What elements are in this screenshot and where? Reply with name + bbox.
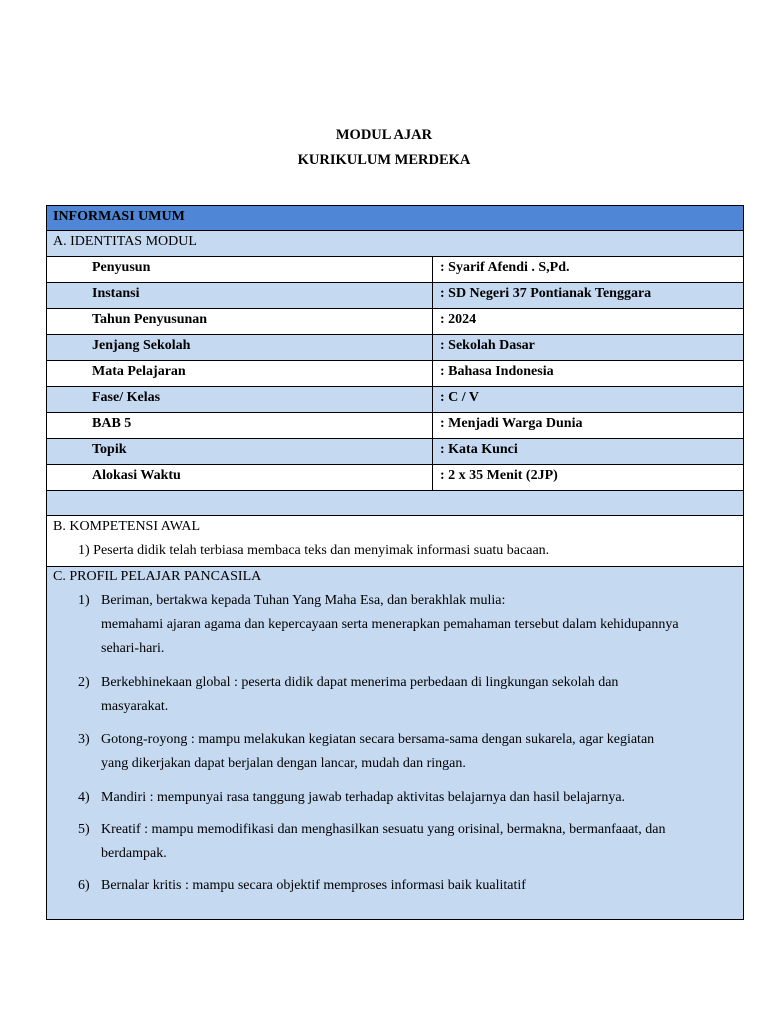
kompetensi-text: 1) Peserta didik telah terbiasa membaca teks dan menyimak informasi suatu bacaan. bbox=[78, 543, 550, 558]
identitas-value: : Kata Kunci bbox=[440, 442, 518, 457]
identitas-value: : Bahasa Indonesia bbox=[440, 364, 554, 379]
kompetensi-section bbox=[47, 516, 743, 567]
identitas-row bbox=[47, 309, 743, 335]
identitas-row bbox=[47, 439, 743, 465]
identitas-row bbox=[47, 335, 743, 361]
list-line: yang dikerjakan dapat berjalan dengan lancar, mudah dan ringan. bbox=[101, 756, 466, 771]
identitas-value: : SD Negeri 37 Pontianak Tenggara bbox=[440, 286, 652, 301]
identitas-row bbox=[47, 413, 743, 439]
section-header-informasi-umum: INFORMASI UMUM bbox=[47, 206, 743, 231]
section-heading-identitas: A. IDENTITAS MODUL bbox=[47, 231, 743, 257]
list-text bbox=[101, 874, 739, 898]
list-line: Beriman, bertakwa kepada Tuhan Yang Maha Esa, dan berakhlak mulia: bbox=[101, 593, 506, 608]
list-line: Bernalar kritis : mampu secara objektif memproses informasi baik kualitatif bbox=[101, 878, 526, 893]
list-number: 3) bbox=[78, 732, 90, 747]
list-number: 6) bbox=[78, 878, 90, 893]
identitas-label: Tahun Penyusunan bbox=[47, 309, 433, 334]
identitas-row bbox=[47, 361, 743, 387]
identitas-value: : 2 x 35 Menit (2JP) bbox=[440, 468, 558, 483]
list-text bbox=[101, 671, 739, 719]
doc-title: MODUL AJAR bbox=[335, 127, 433, 143]
list-line: Mandiri : mempunyai rasa tanggung jawab terhadap aktivitas belajarnya dan hasil belajarnya. bbox=[101, 790, 626, 805]
doc-subtitle: KURIKULUM MERDEKA bbox=[297, 152, 471, 168]
list-line: memahami ajaran agama dan kepercayaan serta menerapkan pemahaman tersebut dalam kehidupannya bbox=[101, 617, 679, 632]
identitas-row bbox=[47, 387, 743, 413]
list-line: berdampak. bbox=[101, 846, 167, 861]
identitas-label: Fase/ Kelas bbox=[47, 387, 433, 412]
identitas-value: : C / V bbox=[440, 390, 480, 405]
list-number: 2) bbox=[78, 675, 90, 690]
list-text bbox=[101, 786, 739, 810]
identitas-row bbox=[47, 257, 743, 283]
list-text bbox=[101, 589, 739, 661]
list-line: Kreatif : mampu memodifikasi dan menghasilkan sesuatu yang orisinal, bermakna, bermanfaaat, dan bbox=[101, 822, 666, 837]
section-heading-profil: C. PROFIL PELAJAR PANCASILA bbox=[53, 569, 262, 584]
identitas-value: : 2024 bbox=[440, 312, 477, 327]
identitas-label: Mata Pelajaran bbox=[47, 361, 433, 386]
identitas-label: BAB 5 bbox=[47, 413, 433, 438]
identitas-value: : Menjadi Warga Dunia bbox=[440, 416, 583, 431]
identitas-label: Instansi bbox=[47, 283, 433, 308]
identitas-value: : Syarif Afendi . S,Pd. bbox=[440, 260, 570, 275]
list-line: Berkebhinekaan global : peserta didik dapat menerima perbedaan di lingkungan sekolah dan bbox=[101, 675, 619, 690]
spacer-row bbox=[47, 491, 743, 516]
list-line: sehari-hari. bbox=[101, 641, 165, 656]
identitas-value: : Sekolah Dasar bbox=[440, 338, 535, 353]
list-text bbox=[101, 818, 739, 866]
identitas-label: Alokasi Waktu bbox=[47, 465, 433, 490]
list-number: 1) bbox=[78, 593, 90, 608]
info-table bbox=[46, 205, 744, 920]
section-heading-kompetensi: B. KOMPETENSI AWAL bbox=[53, 519, 201, 534]
identitas-row bbox=[47, 283, 743, 309]
list-number: 4) bbox=[78, 790, 90, 805]
list-number: 5) bbox=[78, 822, 90, 837]
list-line: masyarakat. bbox=[101, 699, 169, 714]
identitas-label: Jenjang Sekolah bbox=[47, 335, 433, 360]
identitas-label: Topik bbox=[47, 439, 433, 464]
identitas-label: Penyusun bbox=[47, 257, 433, 282]
identitas-row bbox=[47, 465, 743, 491]
list-text bbox=[101, 728, 739, 776]
profil-section bbox=[47, 567, 743, 919]
list-line: Gotong-royong : mampu melakukan kegiatan secara bersama-sama dengan sukarela, agar kegiatan bbox=[101, 732, 655, 747]
